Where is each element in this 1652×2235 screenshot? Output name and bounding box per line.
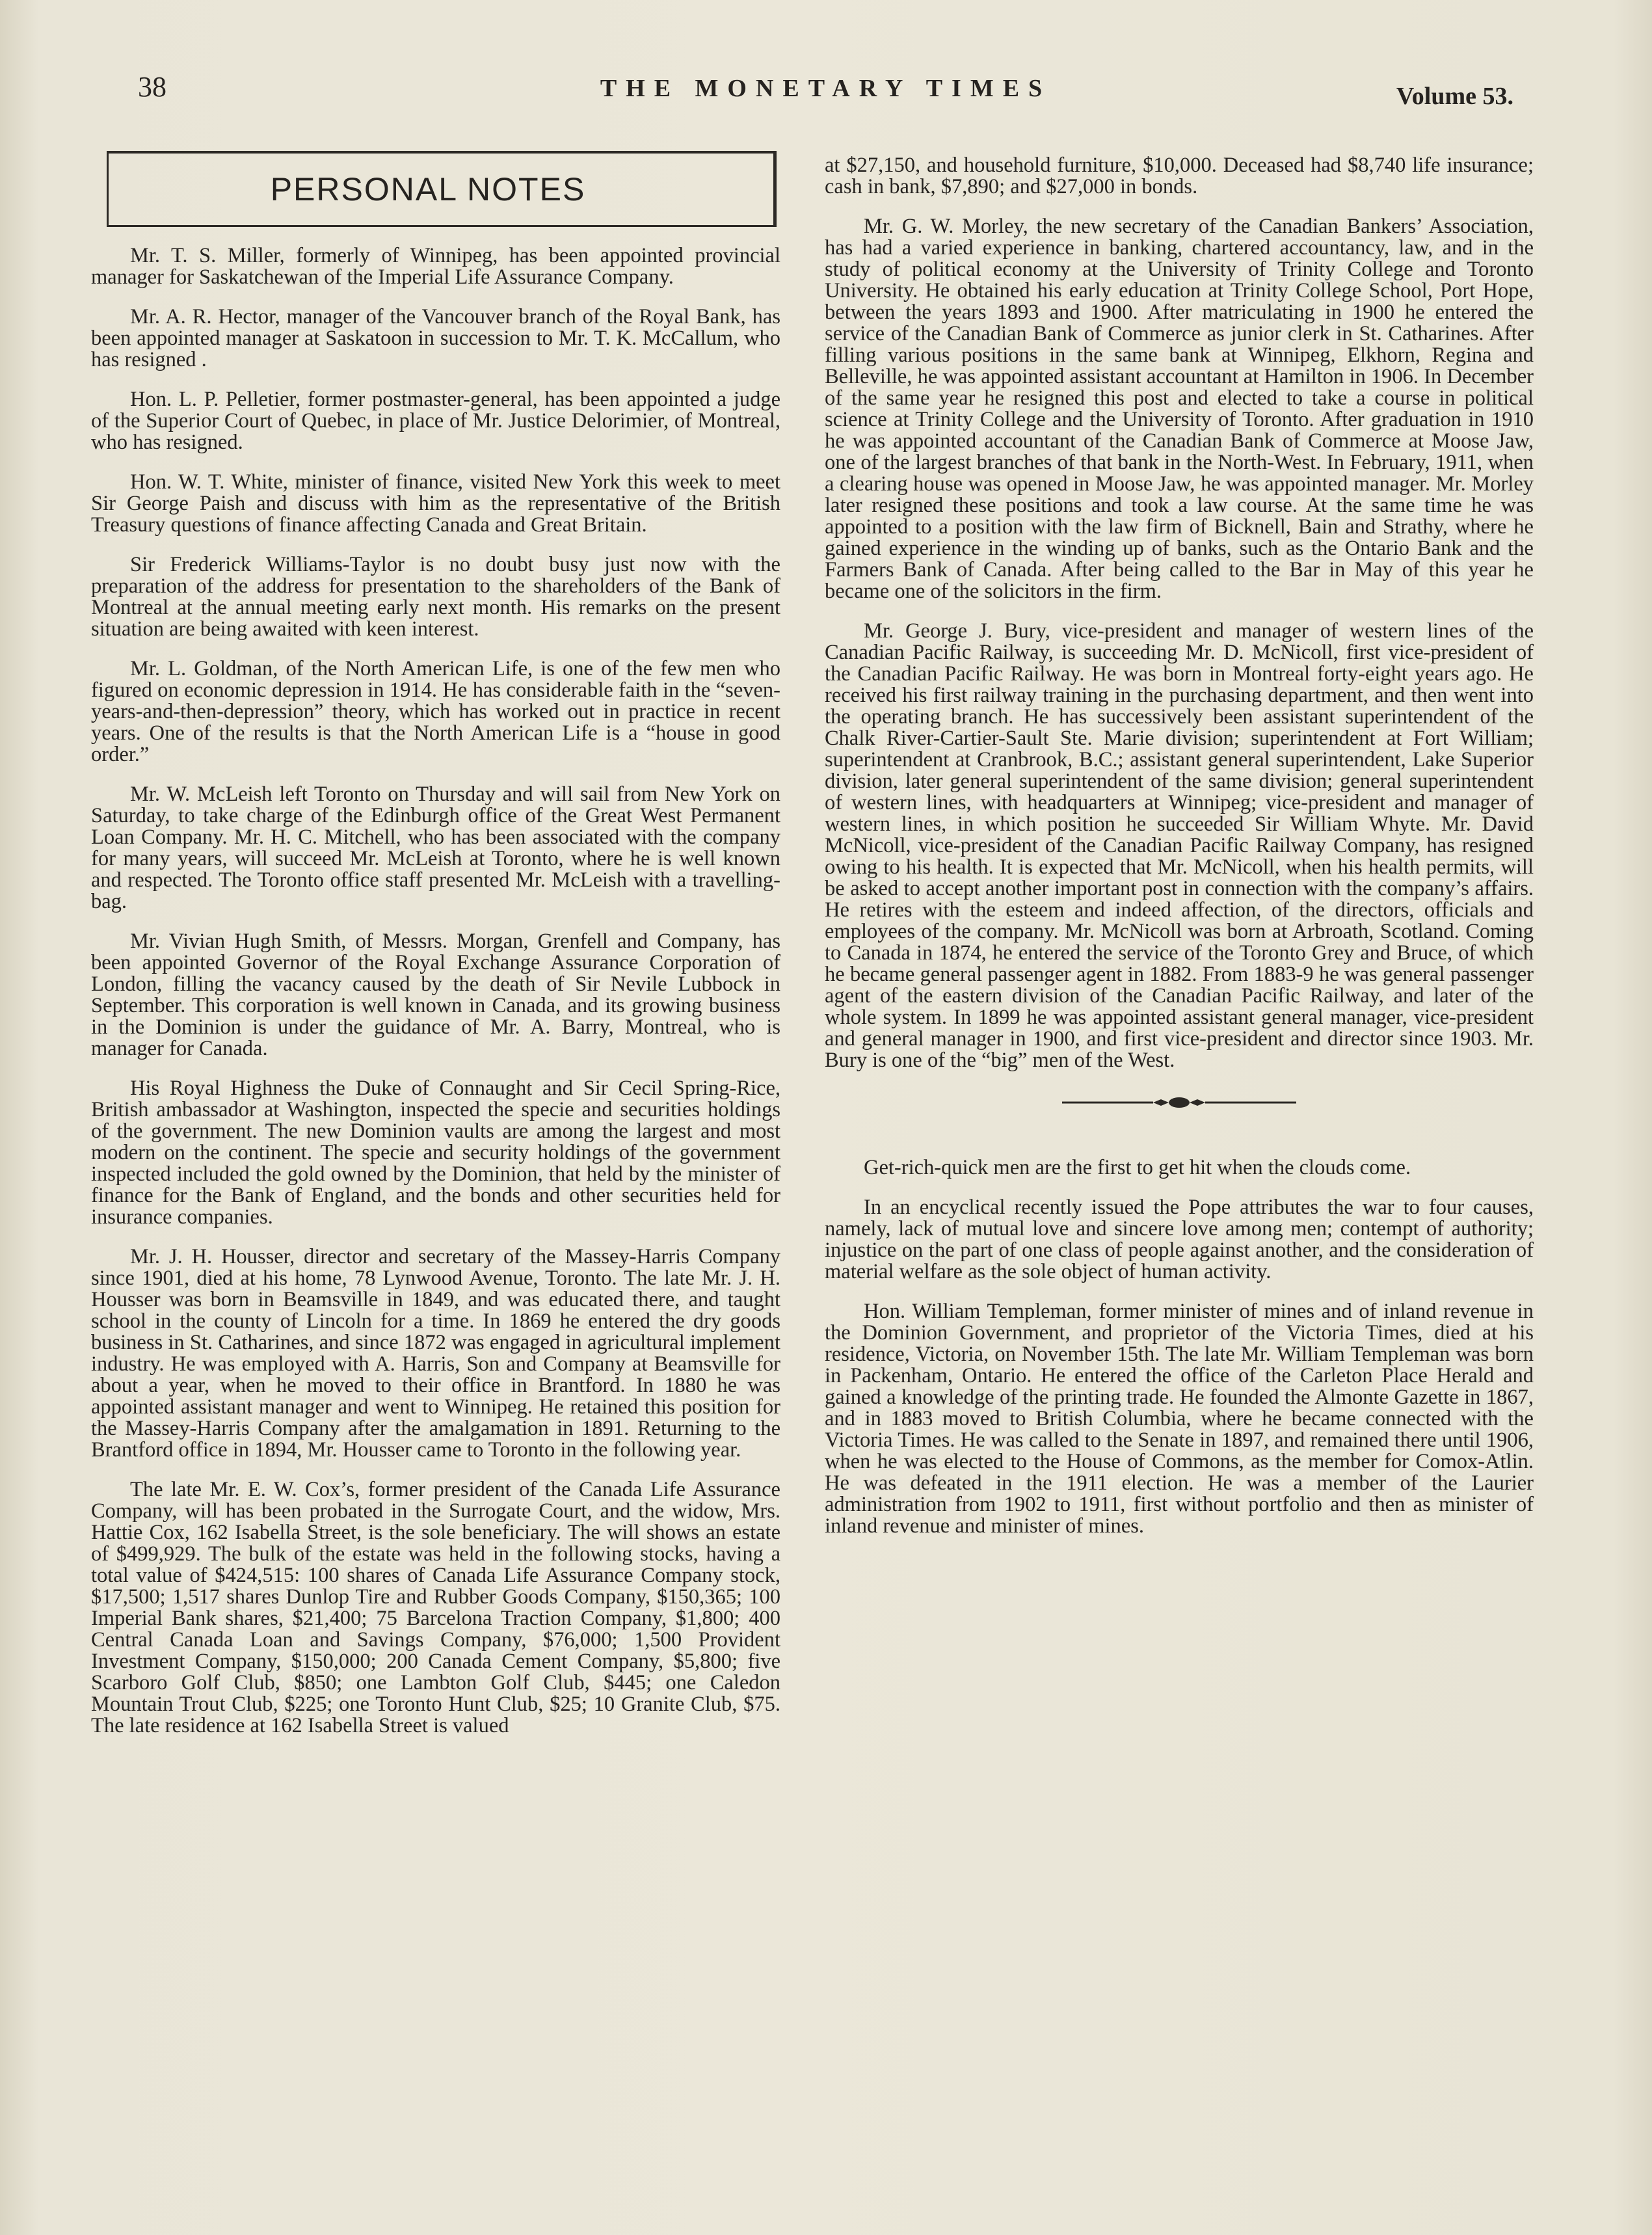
news-item: The late Mr. E. W. Cox’s, former president of the Canada Life Assurance Company, will has been probated in the Surrogate Court, and the widow, Mrs. Hattie Cox, 162 Isabella Street, is the sole beneficiary. The will shows an estate of $499,929. The bulk of the estate was held in the following stocks, having a total value of $424,515: 100 shares of Canada Life Assurance Company stock, $17,500; 1,517 shares Dunlop Tire and Rubber Goods Company, $150,365; 100 Imperial Bank shares, $21,400; 75 Barcelona Traction Company, $1,800; 400 Central Canada Loan and Savings Company, $76,000; 1,500 Provident Investment Company, $150,000; 200 Canada Cement Company, $5,800; five Scarboro Golf Club, $850; one Lambton Golf Club, $445; one Caledon Mountain Trout Club, $225; one Toronto Hunt Club, $25; 10 Granite Club, $75. The late residence at 162 Isabella Street is valued [91, 1478, 780, 1737]
volume-label: Volume 53. [1396, 83, 1513, 110]
section-title: PERSONAL NOTES [270, 170, 586, 207]
section-title-box [107, 151, 777, 227]
news-item: Mr. Vivian Hugh Smith, of Messrs. Morgan, Grenfell and Company, has been appointed Governor of the Royal Exchange Assurance Corporation of London, filling the vacancy caused by the death of Sir Nevile Lubbock in September. This corporation is well known in Canada, and its growing business in the Dominion is under the guidance of Mr. A. Barry, Montreal, who is manager for Canada. [91, 930, 780, 1060]
news-item: Hon. L. P. Pelletier, former postmaster-general, has been appointed a judge of the Superior Court of Quebec, in place of Mr. Justice Delorimier, of Montreal, who has resigned. [91, 388, 780, 454]
news-item: Mr. W. McLeish left Toronto on Thursday and will sail from New York on Saturday, to take charge of the Edinburgh office of the Great West Permanent Loan Company. Mr. H. C. Mitchell, who has been associated with the company for many years, will succeed Mr. McLeish at Toronto, where he is well known and respected. The Toronto office staff presented Mr. McLeish with a travelling-bag. [91, 783, 780, 913]
page-header [138, 70, 1513, 122]
news-item: Mr. L. Goldman, of the North American Life, is one of the few men who figured on economic depression in 1914. He has considerable faith in the “seven-years-and-then-depression” theory, which has worked out in practice in recent years. One of the results is that the North American Life is a “house in good order.” [91, 657, 780, 766]
page-number: 38 [138, 71, 167, 103]
news-item: Mr. J. H. Housser, director and secretary of the Massey-Harris Company since 1901, died at his home, 78 Lynwood Avenue, Toronto. The late Mr. J. H. Housser was born in Beamsville in 1849, and was educated there, and taught school in the county of Lincoln for a time. In 1869 he entered the dry goods business in St. Catharines, and since 1872 was engaged in agricultural implement industry. He was employed with A. Harris, Son and Company at Beamsville for about a year, when he moved to their office in Brantford. In 1880 he was appointed assistant manager and went to Winnipeg. He retained this position for the Massey-Harris Company after the amalgamation in 1891. Returning to the Brantford office in 1894, Mr. Housser came to Toronto in the following year. [91, 1245, 780, 1462]
news-item: Mr. A. R. Hector, manager of the Vancouver branch of the Royal Bank, has been appointed manager at Saskatoon in succession to Mr. T. K. McCallum, who has resigned . [91, 305, 780, 371]
section-divider-ornament [825, 1095, 1534, 1110]
news-item: Hon. W. T. White, minister of finance, visited New York this week to meet Sir George Paish and discuss with him as the representative of the British Treasury questions of finance affecting Canada and Great Britain. [91, 470, 780, 537]
ornament-icon [1062, 1095, 1296, 1110]
news-item: Mr. T. S. Miller, formerly of Winnipeg, has been appointed provincial manager for Saskatchewan of the Imperial Life Assurance Company. [91, 244, 780, 289]
news-item: Get-rich-quick men are the first to get hit when the clouds come. [864, 1156, 1411, 1179]
news-item: Hon. William Templeman, former minister of mines and of inland revenue in the Dominion Government, and proprietor of the Victoria Times, died at his residence, Victoria, on November 15th. The late Mr. William Templeman was born in Packenham, Ontario. He entered the office of the Carleton Place Herald and gained a knowledge of the printing trade. He founded the Almonte Gazette in 1867, and in 1883 moved to British Columbia, where he became connected with the Victoria Times. He was called to the Senate in 1897, and remained there until 1906, when he was elected to the House of Commons, as the member for Comox-Atlin. He was defeated in the 1911 election. He was a member of the Laurier administration from 1902 to 1911, first without portfolio and then as minister of inland revenue and minister of mines. [825, 1300, 1534, 1538]
journal-title: THE MONETARY TIMES [600, 75, 1052, 102]
news-item: In an encyclical recently issued the Pope attributes the war to four causes, namely, lack of mutual love and sincere love among men; contempt of authority; injustice on the part of one class of people against another, and the consideration of material welfare as the sole object of human activity. [825, 1196, 1534, 1283]
news-item: His Royal Highness the Duke of Connaught and Sir Cecil Spring-Rice, British ambassador at Washington, inspected the specie and securities holdings of the government. The new Dominion vaults are among the largest and most modern on the continent. The specie and security holdings of the government inspected included the gold owned by the Dominion, that held by the minister of finance for the Bank of England, and the bonds and other securities held for insurance companies. [91, 1077, 780, 1229]
news-item: Mr. G. W. Morley, the new secretary of the Canadian Bankers’ Association, has had a varied experience in banking, chartered accountancy, law, and in the study of political economy at the University of Trinity College and Toronto University. He obtained his early education at Trinity College School, Port Hope, between the years 1893 and 1900. After matriculating in 1900 he entered the service of the Canadian Bank of Commerce as junior clerk in St. Catharines. After filling various positions in the same bank at Winnipeg, Elkhorn, Regina and Belleville, he was appointed assistant accountant at Hamilton in 1906. In December of the same year he resigned this post and elected to take a course in political science at Trinity College and the University of Toronto. After graduation in 1910 he was appointed accountant of the Canadian Bank of Commerce at Moose Jaw, one of the largest branches of that bank in the North-West. In February, 1911, when a clearing house was opened in Moose Jaw, he was appointed manager. Mr. Morley later resigned these positions and took a law course. At the same time he was appointed to a position with the law firm of Bicknell, Bain and Strathy, where he gained experience in the winding up of banks, such as the Ontario Bank and the Farmers Bank of Canada. After being called to the Bar in May of this year he became one of the solicitors in the firm. [825, 215, 1534, 603]
left-column [91, 151, 780, 1755]
right-column [825, 155, 1534, 1555]
news-item: Sir Frederick Williams-Taylor is no doubt busy just now with the preparation of the address for presentation to the shareholders of the Bank of Montreal at the annual meeting early next month. His remarks on the present situation are being awaited with keen interest. [91, 553, 780, 641]
news-item: Mr. George J. Bury, vice-president and manager of western lines of the Canadian Pacific Railway, is succeeding Mr. D. McNicoll, first vice-president of the Canadian Pacific Railway. He was born in Montreal forty-eight years ago. He received his first railway training in the purchasing department, and then went into the operating branch. He has successively been assistant superintendent of the Chalk River-Cartier-Sault Ste. Marie division; superintendent at Fort William; superintendent at Cranbrook, B.C.; assistant general superintendent, Lake Superior division, later general superintendent of the same division; general superintendent of western lines, with headquarters at Winnipeg; vice-president and manager of western lines, in which position he succeeded Sir William Whyte. Mr. David McNicoll, vice-president of the Canadian Pacific Railway Company, has resigned owing to his health. It is expected that Mr. McNicoll, when his health permits, will be asked to accept another important post in connection with the company’s affairs. He retires with the esteem and indeed affection, of the directors, officials and employees of the company. Mr. McNicoll was born at Arbroath, Scotland. Coming to Canada in 1874, he entered the service of the Toronto Grey and Bruce, of which he became general passenger agent in 1882. From 1883-9 he was general passenger agent of the eastern division of the Canadian Pacific Railway, and later of the whole system. In 1899 he was appointed assistant general manager, vice-president and general manager in 1900, and first vice-president and director since 1903. Mr. Bury is one of the “big” men of the West. [825, 619, 1534, 1072]
news-item-continued: at $27,150, and household furniture, $10,000. Deceased had $8,740 life insurance; cash in bank, $7,890; and $27,000 in bonds. [825, 154, 1534, 198]
